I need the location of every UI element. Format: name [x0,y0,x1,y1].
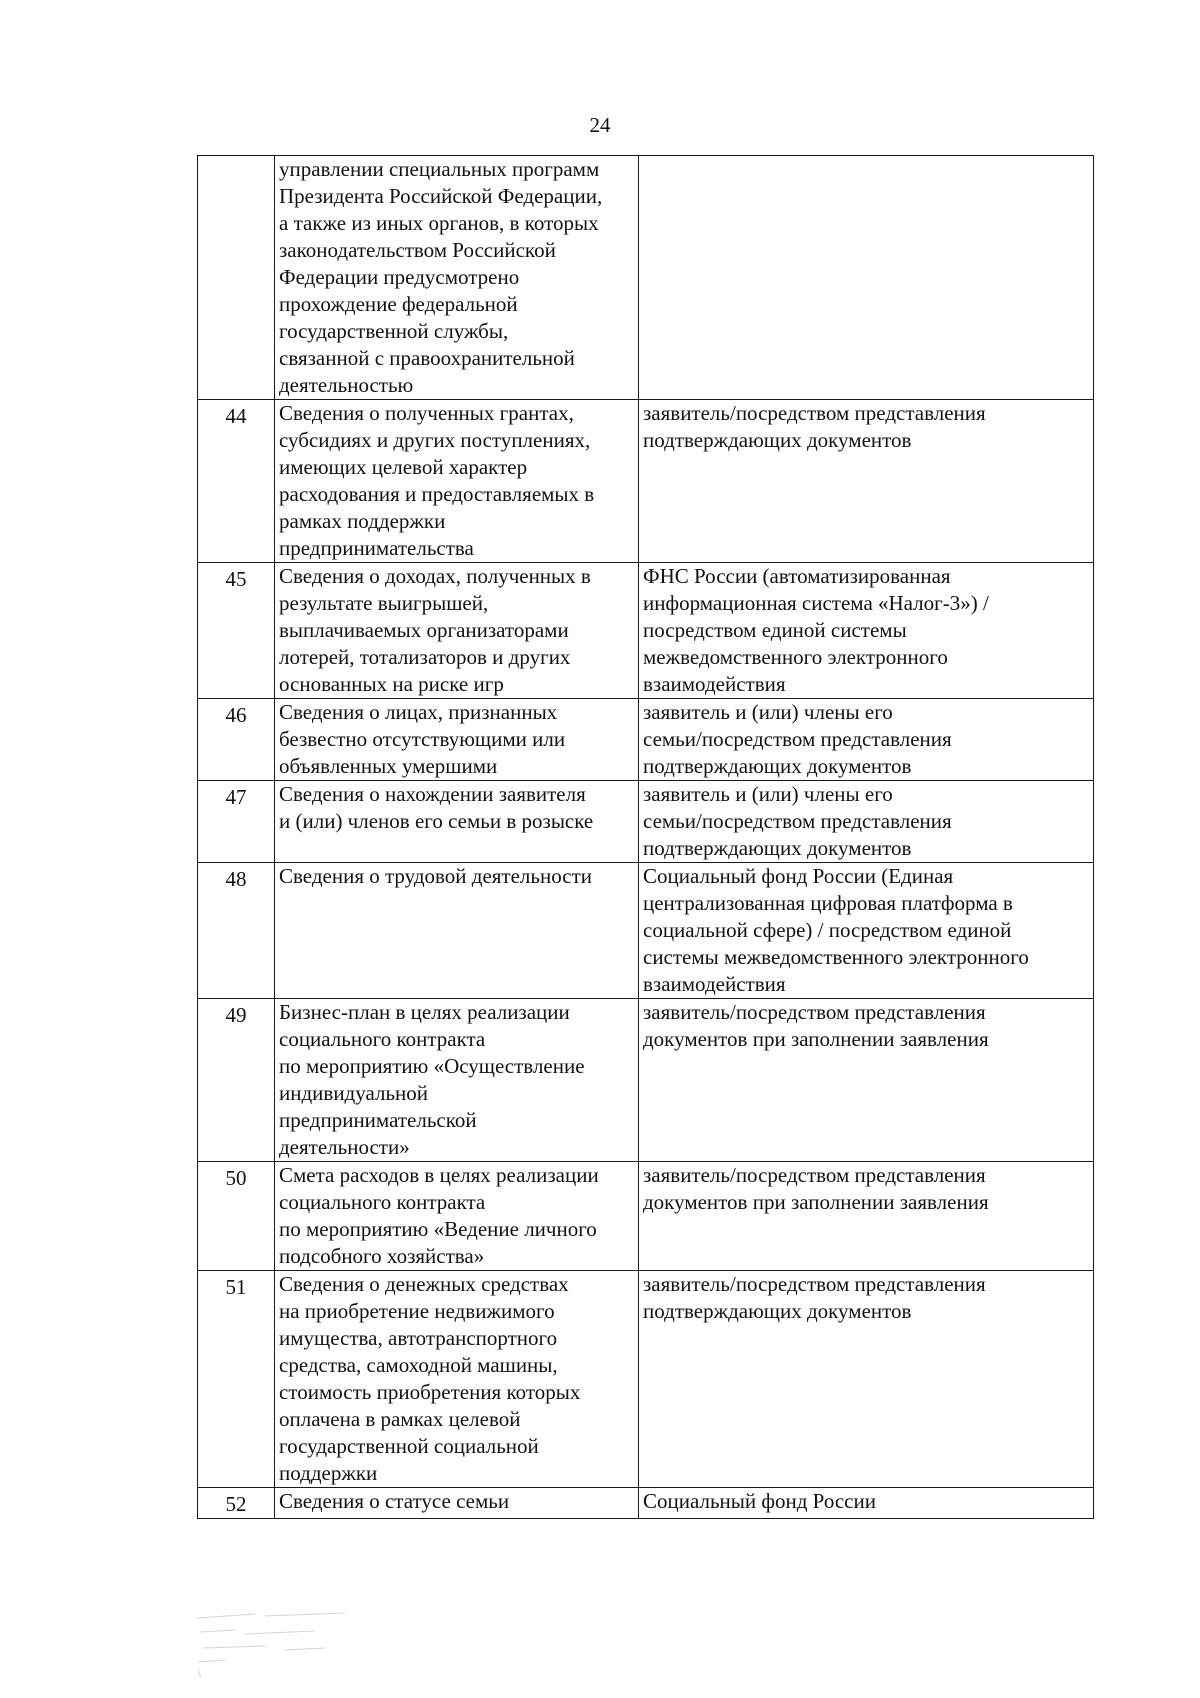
row-number: 45 [198,563,275,699]
table-row [198,563,1094,699]
table-row [198,400,1094,563]
table-row [198,699,1094,781]
row-number: 44 [198,400,275,563]
source-cell: заявитель/посредством представления подтверждающих документов [639,1271,1094,1488]
source-cell: Социальный фонд России (Единая централизованная цифровая платформа в социальной сфере) / посредством единой системы межведомственного электронного взаимодействия [639,863,1094,999]
info-cell: Сведения о полученных грантах, субсидиях и других поступлениях, имеющих целевой характер расходования и предоставляемых в рамках поддержки предпринимательства [275,400,639,563]
info-cell: Сведения о доходах, полученных в результате выигрышей, выплачиваемых организаторами лотерей, тотализаторов и других основанных на риске игр [275,563,639,699]
table-row [198,1271,1094,1488]
info-cell: Смета расходов в целях реализации социального контракта по мероприятию «Ведение личного подсобного хозяйства» [275,1162,639,1271]
info-cell: Сведения о нахождении заявителя и (или) членов его семьи в розыске [275,781,639,863]
info-cell: Бизнес-план в целях реализации социального контракта по мероприятию «Осуществление индивидуальной предпринимательской деятельности» [275,999,639,1162]
row-number: 49 [198,999,275,1162]
source-cell [639,156,1094,400]
source-cell: заявитель и (или) члены его семьи/посредством представления подтверждающих документов [639,781,1094,863]
source-cell: заявитель/посредством представления подтверждающих документов [639,400,1094,563]
row-number: 50 [198,1162,275,1271]
table-row [198,1162,1094,1271]
info-cell: управлении специальных программ Президента Российской Федерации, а также из иных органов, в которых законодательством Российской Федерации предусмотрено прохождение федеральной государственной службы, связанной с правоохранительной деятельностью [275,156,639,400]
info-cell: Сведения о лицах, признанных безвестно отсутствующими или объявленных умершими [275,699,639,781]
row-number: 51 [198,1271,275,1488]
table-row [198,1488,1094,1519]
table-row [198,156,1094,400]
row-number: 52 [198,1488,275,1519]
row-number: 47 [198,781,275,863]
faint-stamp-mark [195,1610,385,1680]
source-cell: ФНС России (автоматизированная информационная система «Налог-3») / посредством единой системы межведомственного электронного взаимодействия [639,563,1094,699]
table-row [198,999,1094,1162]
row-number: 46 [198,699,275,781]
page-number: 24 [589,113,611,137]
table-row [198,863,1094,999]
document-table [197,155,1094,1519]
source-cell: Социальный фонд России [639,1488,1094,1519]
row-number: 48 [198,863,275,999]
table-row [198,781,1094,863]
info-cell: Сведения о трудовой деятельности [275,863,639,999]
info-cell: Сведения о денежных средствах на приобретение недвижимого имущества, автотранспортного средства, самоходной машины, стоимость приобретения которых оплачена в рамках целевой государственной социальной поддержки [275,1271,639,1488]
source-cell: заявитель/посредством представления документов при заполнении заявления [639,1162,1094,1271]
source-cell: заявитель и (или) члены его семьи/посредством представления подтверждающих документов [639,699,1094,781]
source-cell: заявитель/посредством представления документов при заполнении заявления [639,999,1094,1162]
row-number [198,156,275,400]
info-cell: Сведения о статусе семьи [275,1488,639,1519]
